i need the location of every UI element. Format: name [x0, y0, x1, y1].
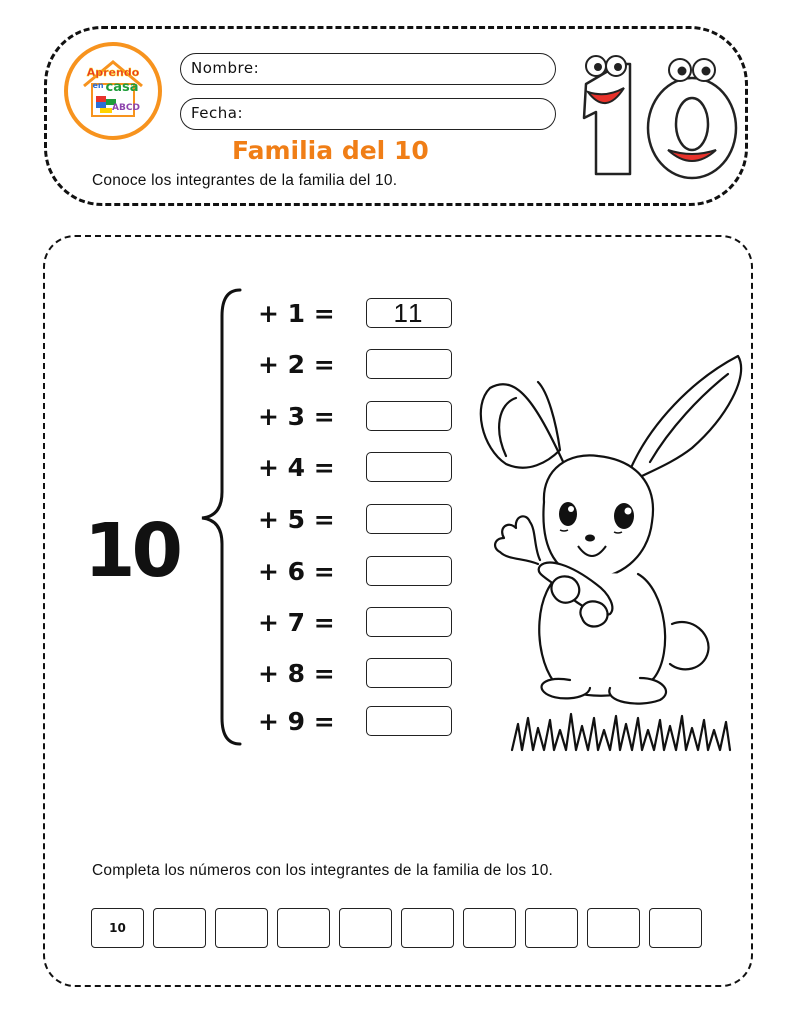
svg-text:casa: casa	[105, 80, 139, 95]
answer-box[interactable]	[366, 401, 452, 431]
svg-text:ABCD: ABCD	[112, 103, 140, 113]
sequence-box[interactable]	[401, 908, 454, 948]
answer-box[interactable]	[366, 452, 452, 482]
sequence-box[interactable]	[463, 908, 516, 948]
addition-label: + 7 =	[258, 608, 335, 637]
sequence-instruction: Completa los números con los integrantes de la familia de los 10.	[92, 862, 554, 879]
addition-label: + 6 =	[258, 557, 335, 586]
sequence-box[interactable]	[277, 908, 330, 948]
name-field[interactable]	[180, 53, 556, 85]
sequence-box[interactable]	[153, 908, 206, 948]
addition-label: + 9 =	[258, 707, 335, 736]
page-subtitle: Conoce los integrantes de la familia del 10.	[92, 172, 398, 189]
answer-box[interactable]	[366, 504, 452, 534]
answer-box[interactable]	[366, 658, 452, 688]
answer-box[interactable]	[366, 349, 452, 379]
bunny-with-carrot-illustration	[478, 352, 750, 760]
base-number: 10	[84, 508, 179, 594]
addition-label: + 4 =	[258, 453, 335, 482]
addition-label: + 8 =	[258, 659, 335, 688]
date-field[interactable]	[180, 98, 556, 130]
addition-label: + 3 =	[258, 402, 335, 431]
date-label: Fecha:	[191, 104, 244, 122]
name-label: Nombre:	[191, 59, 260, 77]
svg-text:en: en	[92, 81, 104, 90]
page-title: Familia del 10	[232, 136, 429, 165]
addition-label: + 2 =	[258, 350, 335, 379]
answer-box[interactable]: 11	[366, 298, 452, 328]
answer-box[interactable]	[366, 556, 452, 586]
number-ten-mascot-icon	[558, 46, 744, 182]
sequence-box[interactable]	[215, 908, 268, 948]
answer-box[interactable]	[366, 706, 452, 736]
sequence-box[interactable]	[649, 908, 702, 948]
answer-box[interactable]	[366, 607, 452, 637]
aprendo-en-casa-logo	[64, 42, 162, 140]
house-logo-icon	[68, 46, 158, 136]
sequence-box[interactable]	[587, 908, 640, 948]
curly-brace-icon	[196, 286, 246, 748]
svg-text:Aprendo: Aprendo	[86, 66, 140, 79]
addition-label: + 5 =	[258, 505, 335, 534]
sequence-box[interactable]	[339, 908, 392, 948]
sequence-box[interactable]	[525, 908, 578, 948]
sequence-box[interactable]: 10	[91, 908, 144, 948]
addition-label: + 1 =	[258, 299, 335, 328]
